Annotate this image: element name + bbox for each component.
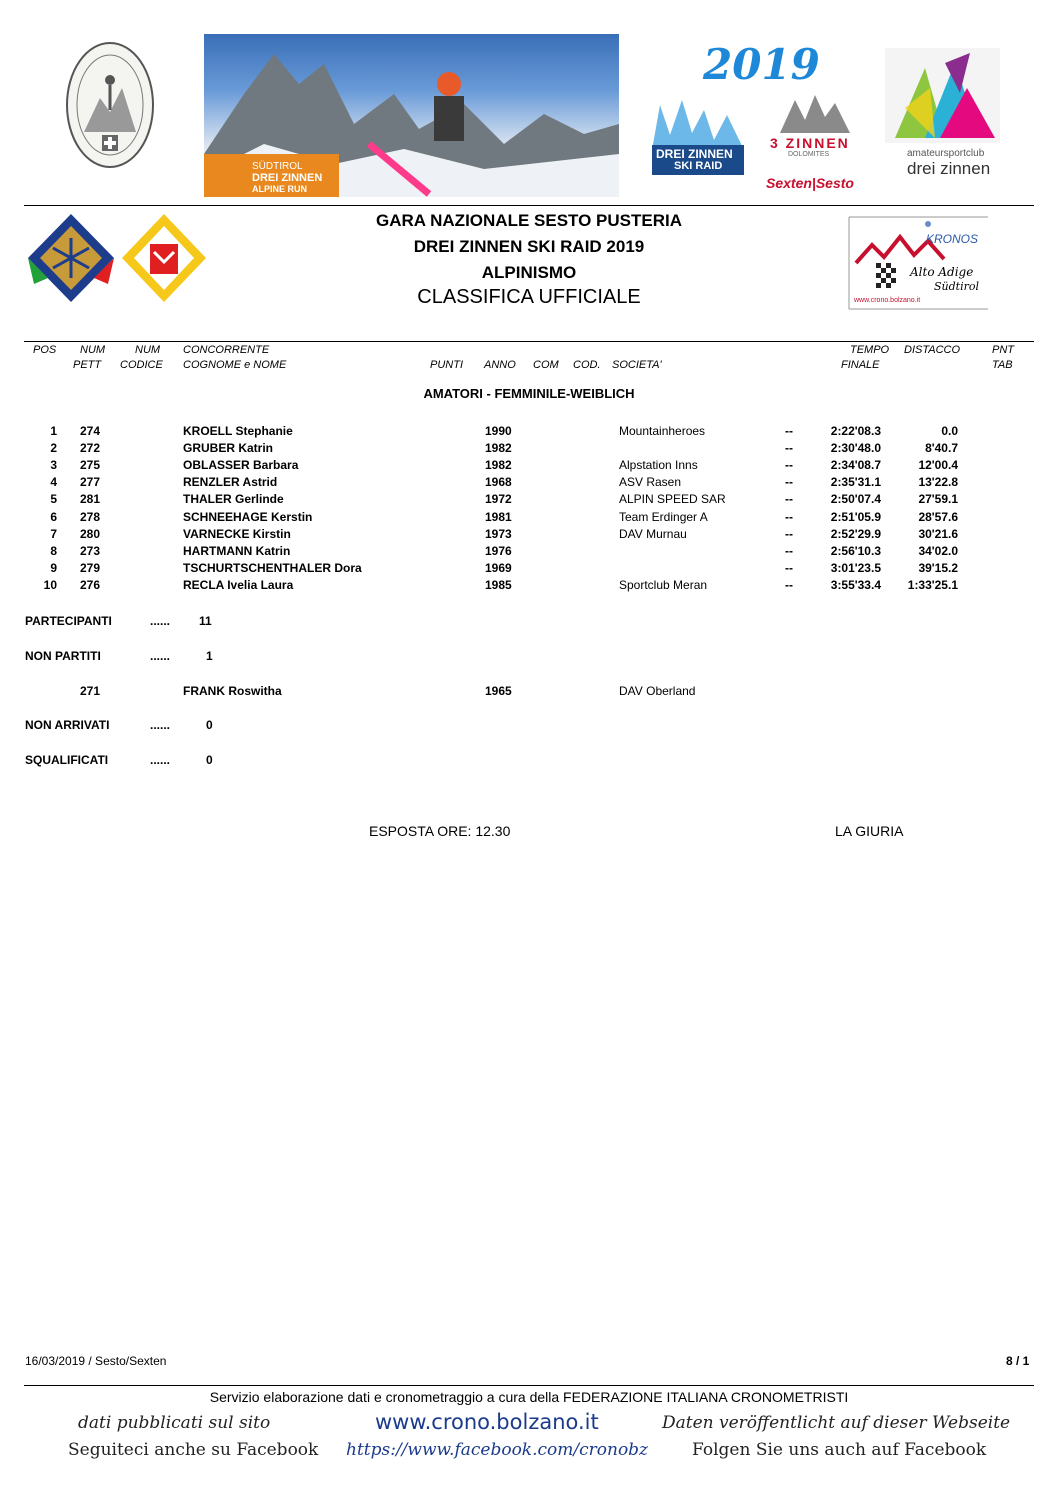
col-header-codice: CODICE bbox=[120, 359, 163, 371]
year-logo-text: 2019 bbox=[703, 40, 820, 89]
col-header-punti: PUNTI bbox=[430, 359, 463, 371]
discipline-title: ALPINISMO bbox=[481, 263, 577, 282]
result-tempo: 2:35'31.1 bbox=[830, 475, 881, 490]
result-anno: 1973 bbox=[485, 526, 512, 541]
result-name: RENZLER Astrid bbox=[183, 475, 278, 490]
ski-raid-logo-line2: SKI RAID bbox=[674, 160, 723, 172]
col-header-pos: POS bbox=[33, 344, 57, 356]
non-partiti-value: 1 bbox=[206, 649, 213, 663]
result-row bbox=[0, 561, 1058, 578]
result-pett: 277 bbox=[80, 475, 101, 490]
banner-caption-drei-zinnen: DREI ZINNEN bbox=[252, 172, 323, 184]
result-pos: 2 bbox=[50, 441, 57, 456]
result-societa: Alpstation Inns bbox=[619, 458, 698, 473]
result-dash: -- bbox=[785, 424, 793, 438]
non-partiti-anno: 1965 bbox=[485, 684, 512, 698]
result-tempo: 2:56'10.3 bbox=[830, 543, 881, 558]
result-distacco: 8'40.7 bbox=[925, 441, 958, 456]
footer-page-number: 8 / 1 bbox=[1006, 1354, 1030, 1368]
result-dash: -- bbox=[785, 577, 793, 592]
col-header-finale: FINALE bbox=[841, 359, 880, 371]
non-arrivati-dots: ...... bbox=[150, 718, 171, 732]
result-pos: 1 bbox=[50, 424, 57, 438]
result-row bbox=[0, 527, 1058, 544]
result-distacco: 12'00.4 bbox=[918, 458, 958, 473]
event-title: DREI ZINNEN SKI RAID 2019 bbox=[413, 237, 645, 256]
col-header-anno: ANNO bbox=[484, 359, 516, 371]
result-distacco: 13'22.8 bbox=[918, 475, 958, 490]
col-header-pnt: PNT bbox=[992, 344, 1014, 356]
result-distacco: 39'15.2 bbox=[918, 560, 958, 575]
banner-caption-sudtirol: SÜDTIROL bbox=[252, 161, 303, 172]
result-name: OBLASSER Barbara bbox=[183, 458, 299, 473]
result-pett: 272 bbox=[80, 441, 101, 456]
result-dash: -- bbox=[785, 526, 793, 541]
footer-facebook-link[interactable]: https://www.facebook.com/cronobz bbox=[346, 1440, 649, 1460]
result-pos: 7 bbox=[50, 526, 57, 541]
result-anno: 1990 bbox=[485, 424, 512, 438]
non-partiti-label: NON PARTITI bbox=[25, 649, 101, 663]
result-pos: 8 bbox=[50, 543, 57, 558]
footer-facebook-de: Folgen Sie uns auch auf Facebook bbox=[692, 1440, 987, 1460]
la-giuria: LA GIURIA bbox=[835, 823, 904, 839]
result-tempo: 2:50'07.4 bbox=[830, 492, 881, 507]
result-row bbox=[0, 510, 1058, 527]
tre-cime-line1: 3 ZINNEN bbox=[770, 135, 850, 151]
category-heading: AMATORI - FEMMINILE-WEIBLICH bbox=[423, 386, 635, 401]
result-dash: -- bbox=[785, 543, 793, 558]
result-anno: 1985 bbox=[485, 577, 512, 592]
result-societa: DAV Murnau bbox=[619, 526, 687, 541]
result-pett: 280 bbox=[80, 526, 101, 541]
result-anno: 1972 bbox=[485, 492, 512, 507]
tre-cime-line2: DOLOMITES bbox=[788, 151, 830, 158]
result-row bbox=[0, 458, 1058, 475]
result-pett: 279 bbox=[80, 560, 101, 575]
partecipanti-dots: ...... bbox=[150, 614, 171, 628]
table-header-top-line bbox=[24, 341, 1034, 342]
kronos-logo-name: KRONOS bbox=[926, 232, 979, 246]
result-pos: 3 bbox=[50, 458, 57, 473]
result-societa: Sportclub Meran bbox=[619, 577, 708, 592]
result-tempo: 3:55'33.4 bbox=[830, 577, 881, 592]
result-name: TSCHURTSCHENTHALER Dora bbox=[183, 560, 362, 575]
result-pett: 278 bbox=[80, 509, 101, 524]
result-dash: -- bbox=[785, 475, 793, 490]
result-pett: 275 bbox=[80, 458, 101, 473]
result-distacco: 27'59.1 bbox=[918, 492, 958, 507]
result-name: SCHNEEHAGE Kerstin bbox=[183, 509, 313, 524]
squalificati-dots: ...... bbox=[150, 753, 171, 767]
squalificati-value: 0 bbox=[206, 753, 213, 767]
partecipanti-label: PARTECIPANTI bbox=[25, 614, 112, 628]
col-header-distacco: DISTACCO bbox=[904, 344, 961, 356]
col-header-cognome-nome: COGNOME e NOME bbox=[183, 359, 287, 371]
result-anno: 1981 bbox=[485, 509, 512, 524]
result-name: KROELL Stephanie bbox=[183, 424, 293, 438]
result-row bbox=[0, 475, 1058, 492]
result-pos: 9 bbox=[50, 560, 57, 575]
col-header-com: COM bbox=[533, 359, 559, 371]
result-tempo: 2:52'29.9 bbox=[830, 526, 881, 541]
result-dash: -- bbox=[785, 458, 793, 473]
result-distacco: 1:33'25.1 bbox=[907, 577, 958, 592]
result-societa: ALPIN SPEED SAR bbox=[619, 492, 726, 507]
banner-caption-alpine-run: ALPINE RUN bbox=[252, 184, 308, 194]
result-row bbox=[0, 424, 1058, 441]
result-name: GRUBER Katrin bbox=[183, 441, 274, 456]
footer-facebook-it: Seguiteci anche su Facebook bbox=[68, 1440, 319, 1460]
result-societa: Team Erdinger A bbox=[619, 509, 708, 524]
result-pett: 276 bbox=[80, 577, 101, 592]
esposta-ore: ESPOSTA ORE: 12.30 bbox=[369, 823, 511, 839]
non-partiti-name: FRANK Roswitha bbox=[183, 684, 282, 698]
result-dash: -- bbox=[785, 509, 793, 524]
non-arrivati-value: 0 bbox=[206, 718, 213, 732]
tre-cime-dolomites-logo bbox=[770, 95, 860, 160]
result-anno: 1968 bbox=[485, 475, 512, 490]
result-tempo: 2:22'08.3 bbox=[830, 424, 881, 438]
col-header-tab: TAB bbox=[992, 359, 1013, 371]
partecipanti-value: 11 bbox=[199, 614, 212, 628]
result-tempo: 3:01'23.5 bbox=[830, 560, 881, 575]
result-dash: -- bbox=[785, 560, 793, 575]
ski-raid-logo-line1: DREI ZINNEN bbox=[656, 147, 733, 161]
result-name: VARNECKE Kirstin bbox=[183, 526, 291, 541]
result-distacco: 34'02.0 bbox=[918, 543, 958, 558]
result-pos: 5 bbox=[50, 492, 57, 507]
footer-site-link[interactable]: www.crono.bolzano.it bbox=[375, 1410, 599, 1434]
footer-published-it: dati pubblicati sul sito bbox=[78, 1413, 271, 1433]
result-anno: 1982 bbox=[485, 458, 512, 473]
col-header-societa: SOCIETA' bbox=[612, 359, 662, 371]
result-row bbox=[0, 492, 1058, 509]
footer-published-de: Daten veröffentlicht auf dieser Webseite bbox=[662, 1413, 1011, 1433]
kronos-logo-region-de: Südtirol bbox=[934, 280, 979, 293]
footer-divider bbox=[24, 1385, 1034, 1386]
alpine-run-banner-image bbox=[204, 34, 619, 197]
drei-zinnen-ski-raid-logo bbox=[652, 95, 744, 190]
footer-service-note: Servizio elaborazione dati e cronometraggio a cura della FEDERAZIONE ITALIANA CRONOMETRISTI bbox=[209, 1389, 849, 1405]
non-partiti-dots: ...... bbox=[150, 649, 171, 663]
col-header-cod: COD. bbox=[573, 359, 601, 371]
result-row bbox=[0, 441, 1058, 458]
result-distacco: 0.0 bbox=[941, 424, 958, 438]
result-societa: Mountainheroes bbox=[619, 424, 706, 438]
kronos-timing-logo bbox=[848, 215, 990, 311]
result-dash: -- bbox=[785, 441, 793, 456]
result-dash: -- bbox=[785, 492, 793, 507]
col-header-num-codice: NUM bbox=[135, 344, 161, 356]
club-logo-line2: drei zinnen bbox=[907, 159, 991, 178]
amateursportclub-drei-zinnen-logo bbox=[885, 48, 1000, 178]
kronos-logo-region-it: Alto Adige bbox=[910, 265, 974, 279]
result-row bbox=[0, 578, 1058, 595]
result-name: RECLA Ivelia Laura bbox=[183, 577, 294, 592]
non-partiti-pett: 271 bbox=[80, 684, 101, 698]
result-name: HARTMANN Katrin bbox=[183, 543, 291, 558]
result-distacco: 30'21.6 bbox=[918, 526, 958, 541]
result-pos: 4 bbox=[50, 475, 57, 490]
result-anno: 1982 bbox=[485, 441, 512, 456]
race-title: GARA NAZIONALE SESTO PUSTERIA bbox=[375, 211, 683, 230]
col-header-concorrente: CONCORRENTE bbox=[183, 344, 270, 356]
result-pos: 6 bbox=[50, 509, 57, 524]
squalificati-label: SQUALIFICATI bbox=[25, 753, 109, 767]
result-societa: ASV Rasen bbox=[619, 475, 682, 490]
result-anno: 1969 bbox=[485, 560, 512, 575]
result-tempo: 2:34'08.7 bbox=[830, 458, 881, 473]
footer-date-place: 16/03/2019 / Sesto/Sexten bbox=[25, 1354, 167, 1368]
col-header-num-pett: NUM bbox=[80, 344, 106, 356]
cai-sexten-seal-logo bbox=[64, 40, 156, 170]
result-pett: 274 bbox=[80, 424, 101, 438]
non-partiti-societa: DAV Oberland bbox=[619, 684, 696, 698]
result-pett: 281 bbox=[80, 492, 101, 507]
non-arrivati-label: NON ARRIVATI bbox=[25, 718, 110, 732]
club-logo-line1: amateursportclub bbox=[907, 148, 985, 159]
result-name: THALER Gerlinde bbox=[183, 492, 284, 507]
result-tempo: 2:51'05.9 bbox=[830, 509, 881, 524]
sexten-sesto-logo: Sexten|Sesto bbox=[766, 175, 854, 191]
result-pos: 10 bbox=[43, 577, 57, 592]
classification-title: CLASSIFICA UFFICIALE bbox=[417, 286, 641, 308]
kronos-logo-url: www.crono.bolzano.it bbox=[854, 297, 921, 304]
result-distacco: 28'57.6 bbox=[918, 509, 958, 524]
col-header-tempo: TEMPO bbox=[850, 344, 890, 356]
result-pett: 273 bbox=[80, 543, 101, 558]
col-header-pett: PETT bbox=[73, 359, 102, 371]
result-row bbox=[0, 544, 1058, 561]
result-anno: 1976 bbox=[485, 543, 512, 558]
header-divider bbox=[24, 205, 1034, 206]
result-tempo: 2:30'48.0 bbox=[830, 441, 881, 456]
